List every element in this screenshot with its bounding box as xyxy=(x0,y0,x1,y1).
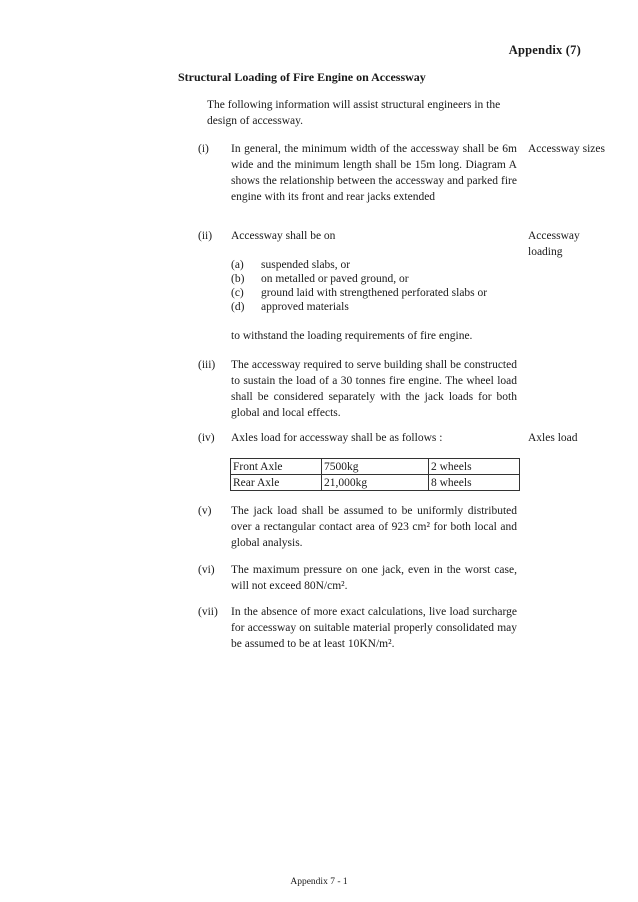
table-cell: 7500kg xyxy=(322,459,429,475)
margin-note: Axles load xyxy=(528,432,578,444)
item-text: In general, the minimum width of the accessway shall be 6m wide and the minimum length shall be 15m long. Diagram A shows the relationship between the accessway and parked fire engine with its front and rear jacks extended xyxy=(231,143,517,203)
table-row xyxy=(231,459,520,475)
sub-item-text: ground laid with strengthened perforated slabs or xyxy=(261,287,488,299)
item-text: Axles load for accessway shall be as follows : xyxy=(231,432,443,444)
margin-note: Accessway sizes xyxy=(528,143,605,155)
sub-item-label: (c) xyxy=(231,287,244,299)
table-cell: 8 wheels xyxy=(429,475,520,491)
item-number: (vi) xyxy=(198,564,215,576)
item-number: (ii) xyxy=(198,230,213,242)
table-cell: Front Axle xyxy=(231,459,322,475)
appendix-heading: Appendix (7) xyxy=(508,43,581,57)
item-continuation-text: to withstand the loading requirements of fire engine. xyxy=(231,330,473,342)
item-number: (vii) xyxy=(198,606,218,618)
sub-item-text: suspended slabs, or xyxy=(261,259,351,271)
sub-item-label: (a) xyxy=(231,259,244,271)
item-text: The maximum pressure on one jack, even in the worst case, will not exceed 80N/cm². xyxy=(231,564,517,592)
item-number: (v) xyxy=(198,505,212,517)
page-title: Structural Loading of Fire Engine on Accessway xyxy=(178,70,426,84)
sub-item xyxy=(231,299,349,315)
axle-load-table xyxy=(230,458,520,491)
sub-item-label: (b) xyxy=(231,273,245,285)
page-footer: Appendix 7 - 1 xyxy=(290,877,348,887)
item-text: In the absence of more exact calculations, live load surcharge for accessway on suitable material properly consolidated may be assumed to be at least 10KN/m². xyxy=(231,606,517,650)
item-text: The jack load shall be assumed to be uniformly distributed over a rectangular contact area of 923 cm² for both local and global analysis. xyxy=(231,505,517,549)
item-text: The accessway required to serve building shall be constructed to sustain the load of a 30 tonnes fire engine. The wheel load shall be considered separately with the jack loads for both global and local effects. xyxy=(231,359,517,419)
table-row xyxy=(231,475,520,491)
intro-paragraph: The following information will assist structural engineers in the design of accessway. xyxy=(207,99,501,127)
item-number: (i) xyxy=(198,143,209,155)
item-number: (iii) xyxy=(198,359,216,371)
table-cell: 2 wheels xyxy=(429,459,520,475)
sub-item-text: approved materials xyxy=(261,301,349,313)
margin-note: Accessway loading xyxy=(528,230,580,258)
table-cell: Rear Axle xyxy=(231,475,322,491)
sub-item-text: on metalled or paved ground, or xyxy=(261,273,409,285)
table-cell: 21,000kg xyxy=(322,475,429,491)
item-text: Accessway shall be on xyxy=(231,230,336,242)
sub-item-label: (d) xyxy=(231,301,245,313)
item-number: (iv) xyxy=(198,432,215,444)
